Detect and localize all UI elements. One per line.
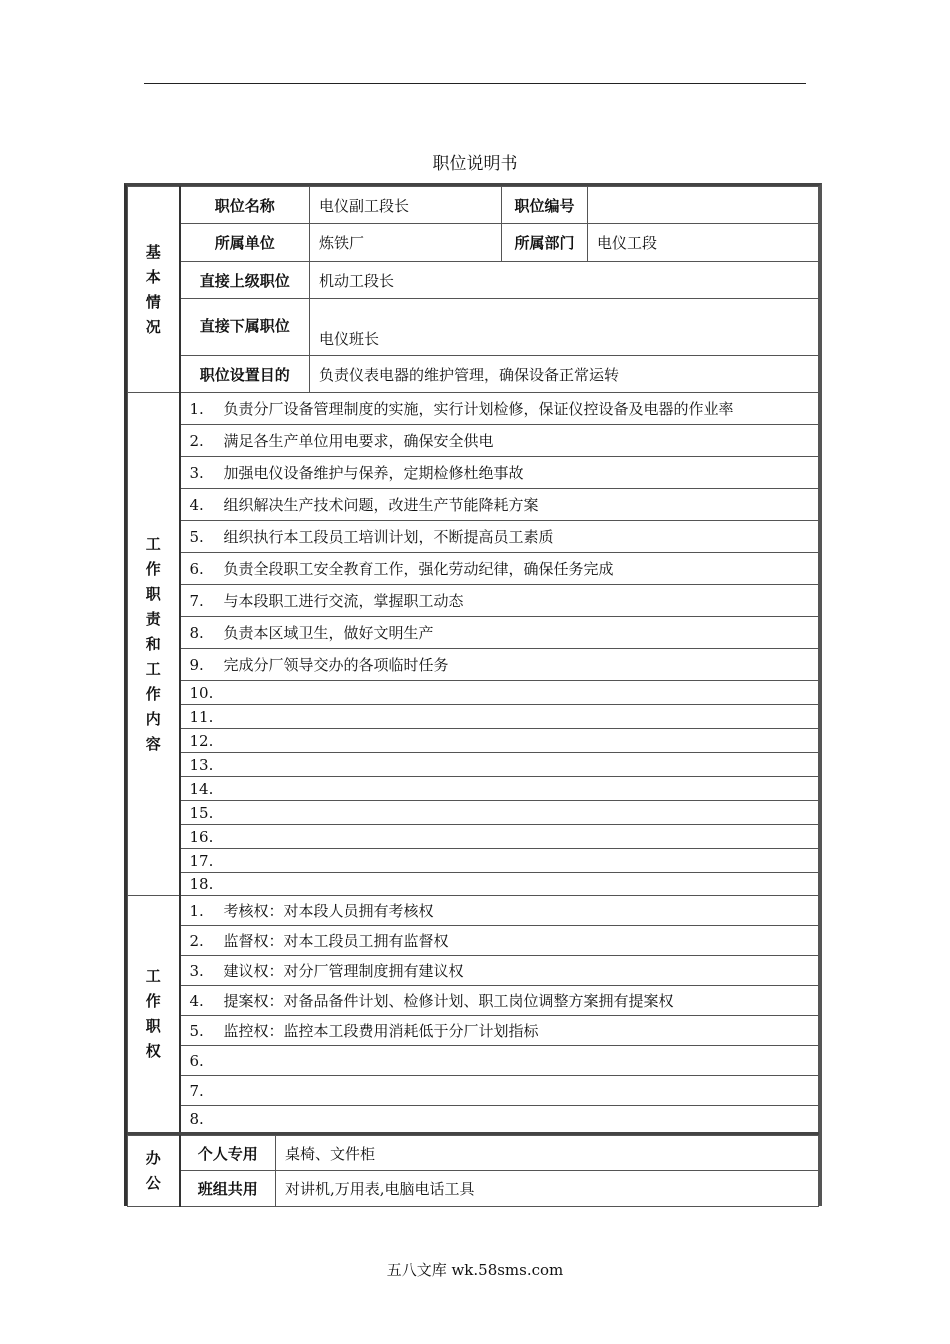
duty-row (128, 617, 819, 649)
item-number: 14. (189, 779, 214, 798)
item-number: 2. (189, 432, 204, 450)
department-value: 电仪工段 (588, 224, 819, 262)
item-number: 4. (189, 496, 204, 514)
item-text: 与本段职工进行交流，掌握职工动态 (223, 592, 464, 610)
unit-label: 所属单位 (180, 224, 310, 262)
duty-row (128, 873, 819, 896)
item-number: 12. (189, 731, 214, 750)
item-text: 监督权：对本工段员工拥有监督权 (223, 932, 449, 950)
item-number: 5. (189, 1022, 204, 1040)
item-text: 组织解决生产技术问题，改进生产节能降耗方案 (223, 496, 539, 514)
authority-row (128, 1046, 819, 1076)
department-label: 所属部门 (502, 224, 588, 262)
basic-side-text: 基 本 情 况 (145, 242, 161, 336)
item-text: 建议权：对分厂管理制度拥有建议权 (223, 962, 464, 980)
item-number: 15. (189, 803, 214, 822)
unit-value: 炼铁厂 (310, 224, 502, 262)
authority-row (128, 1016, 819, 1046)
purpose-label: 职位设置目的 (180, 356, 310, 393)
shared-use-value: 对讲机,万用表,电脑电话工具 (276, 1171, 819, 1207)
item-number: 10. (189, 683, 214, 702)
authority-row (128, 986, 819, 1016)
personal-use-label: 个人专用 (180, 1136, 276, 1171)
authority-row (128, 1106, 819, 1133)
item-number: 18. (189, 875, 214, 893)
duties-side-label: 工 作 职 责 和 工 作 内 容 (128, 393, 180, 896)
subordinate-label: 直接下属职位 (180, 299, 310, 356)
duties-section (127, 392, 819, 895)
item-number: 13. (189, 755, 214, 774)
item-text: 监控权：监控本工段费用消耗低于分厂计划指标 (223, 1022, 539, 1040)
duty-row (128, 393, 819, 425)
duty-row (128, 681, 819, 705)
document-title: 职位说明书 (432, 154, 518, 174)
item-number: 1. (189, 902, 204, 920)
duty-row (128, 553, 819, 585)
item-number: 2. (189, 932, 204, 950)
duty-row (128, 521, 819, 553)
item-text: 负责全段职工安全教育工作，强化劳动纪律，确保任务完成 (223, 560, 614, 578)
item-number: 6. (189, 560, 204, 578)
duty-row (128, 705, 819, 729)
position-code-value (588, 187, 819, 224)
item-number: 6. (189, 1051, 204, 1070)
superior-value: 机动工段长 (310, 262, 819, 299)
item-text: 负责分厂设备管理制度的实施，实行计划检修，保证仪控设备及电器的作业率 (223, 400, 734, 418)
authority-row (128, 956, 819, 986)
purpose-value: 负责仪表电器的维护管理，确保设备正常运转 (310, 356, 819, 393)
authority-row (128, 926, 819, 956)
duty-row (128, 457, 819, 489)
item-number: 7. (189, 592, 204, 610)
footer-watermark: 五八文库 wk.58sms.com (386, 1261, 564, 1279)
item-text: 负责本区域卫生，做好文明生产 (223, 624, 434, 642)
item-text: 完成分厂领导交办的各项临时任务 (223, 656, 449, 674)
duty-row (128, 825, 819, 849)
item-number: 11. (189, 707, 214, 726)
item-number: 9. (189, 656, 204, 674)
item-text: 提案权：对备品备件计划、检修计划、职工岗位调整方案拥有提案权 (223, 992, 674, 1010)
item-text: 加强电仪设备维护与保养，定期检修杜绝事故 (223, 464, 524, 482)
duty-row (128, 777, 819, 801)
item-text: 考核权：对本段人员拥有考核权 (223, 902, 434, 920)
subordinate-value: 电仪班长 (310, 299, 819, 356)
position-name-value: 电仪副工段长 (310, 187, 502, 224)
office-side-label (128, 1136, 180, 1207)
item-number: 3. (189, 962, 204, 980)
item-number: 3. (189, 464, 204, 482)
duty-row (128, 649, 819, 681)
shared-use-label: 班组共用 (180, 1171, 276, 1207)
item-number: 16. (189, 827, 214, 846)
basic-side-label (128, 187, 180, 393)
header-rule (144, 83, 806, 84)
job-description-form (124, 183, 822, 1206)
position-code-label: 职位编号 (502, 187, 588, 224)
item-number: 4. (189, 992, 204, 1010)
authority-row (128, 1076, 819, 1106)
basic-section (127, 186, 819, 392)
item-text: 组织执行本工段员工培训计划，不断提高员工素质 (223, 528, 554, 546)
authority-section (127, 895, 819, 1132)
superior-label: 直接上级职位 (180, 262, 310, 299)
duty-row (128, 489, 819, 521)
authority-side-label: 工 作 职 权 (128, 896, 180, 1133)
duty-row (128, 801, 819, 825)
item-number: 8. (189, 624, 204, 642)
authority-row (128, 896, 819, 926)
duty-row (128, 849, 819, 873)
duty-row (128, 729, 819, 753)
duty-row (128, 425, 819, 457)
item-number: 8. (189, 1110, 204, 1128)
office-side-text: 办 公 (145, 1149, 161, 1192)
personal-use-value: 桌椅、文件柜 (276, 1136, 819, 1171)
position-name-label: 职位名称 (180, 187, 310, 224)
office-section (127, 1132, 819, 1209)
duty-row (128, 753, 819, 777)
item-number: 7. (189, 1081, 204, 1100)
item-number: 17. (189, 851, 214, 870)
duty-row (128, 585, 819, 617)
item-number: 5. (189, 528, 204, 546)
item-text: 满足各生产单位用电要求，确保安全供电 (223, 432, 494, 450)
item-number: 1. (189, 400, 204, 418)
